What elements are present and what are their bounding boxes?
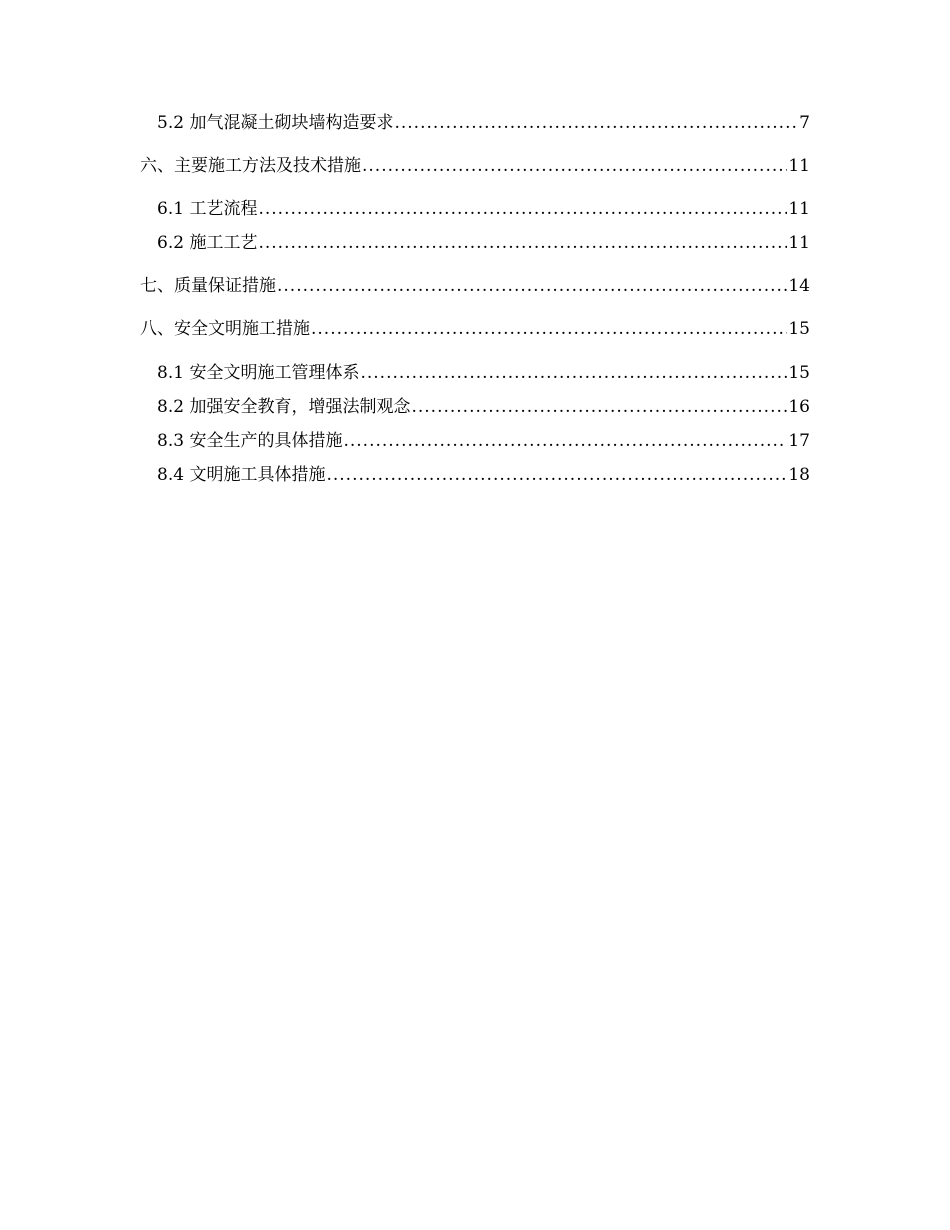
toc-entry[interactable] — [140, 318, 810, 340]
toc-entry-page: 7 — [799, 113, 810, 133]
toc-entry-page: 11 — [788, 199, 810, 219]
toc-entry-title: 5.2 加气混凝土砌块墙构造要求 — [157, 113, 394, 133]
toc-dot-leader — [277, 275, 787, 297]
toc-entry[interactable] — [140, 396, 810, 418]
toc-entry[interactable] — [140, 155, 810, 177]
toc-dot-leader — [360, 362, 787, 384]
toc-entry-title: 8.4 文明施工具体措施 — [157, 465, 326, 485]
toc-entry[interactable] — [140, 464, 810, 486]
toc-entry-page: 11 — [788, 156, 810, 176]
toc-dot-leader — [343, 430, 787, 452]
toc-entry[interactable] — [140, 198, 810, 220]
toc-dot-leader — [258, 232, 787, 254]
toc-entry[interactable] — [140, 362, 810, 384]
toc-dot-leader — [362, 155, 787, 177]
toc-entry-page: 16 — [788, 397, 810, 417]
toc-entry[interactable] — [140, 232, 810, 254]
toc-entry-title: 八、安全文明施工措施 — [140, 319, 310, 339]
toc-entry-title: 6.1 工艺流程 — [157, 199, 258, 219]
toc-entry-title: 六、主要施工方法及技术措施 — [140, 156, 361, 176]
toc-entry[interactable] — [140, 275, 810, 297]
toc-entry-page: 11 — [788, 233, 810, 253]
toc-dot-leader — [326, 464, 787, 486]
toc-entry[interactable] — [140, 112, 810, 134]
toc-dot-leader — [258, 198, 787, 220]
toc-entry-title: 8.3 安全生产的具体措施 — [157, 431, 343, 451]
table-of-contents — [140, 112, 810, 486]
toc-dot-leader — [394, 112, 798, 134]
toc-entry-title: 8.1 安全文明施工管理体系 — [157, 363, 360, 383]
toc-entry-page: 15 — [788, 363, 810, 383]
toc-entry-page: 17 — [788, 431, 810, 451]
toc-entry-title: 七、质量保证措施 — [140, 276, 276, 296]
toc-entry-page: 18 — [788, 465, 810, 485]
toc-entry-page: 14 — [788, 276, 810, 296]
toc-entry-title: 6.2 施工工艺 — [157, 233, 258, 253]
toc-dot-leader — [411, 396, 787, 418]
toc-dot-leader — [311, 318, 787, 340]
toc-entry-page: 15 — [788, 319, 810, 339]
toc-entry-title: 8.2 加强安全教育，增强法制观念 — [157, 397, 411, 417]
toc-entry[interactable] — [140, 430, 810, 452]
